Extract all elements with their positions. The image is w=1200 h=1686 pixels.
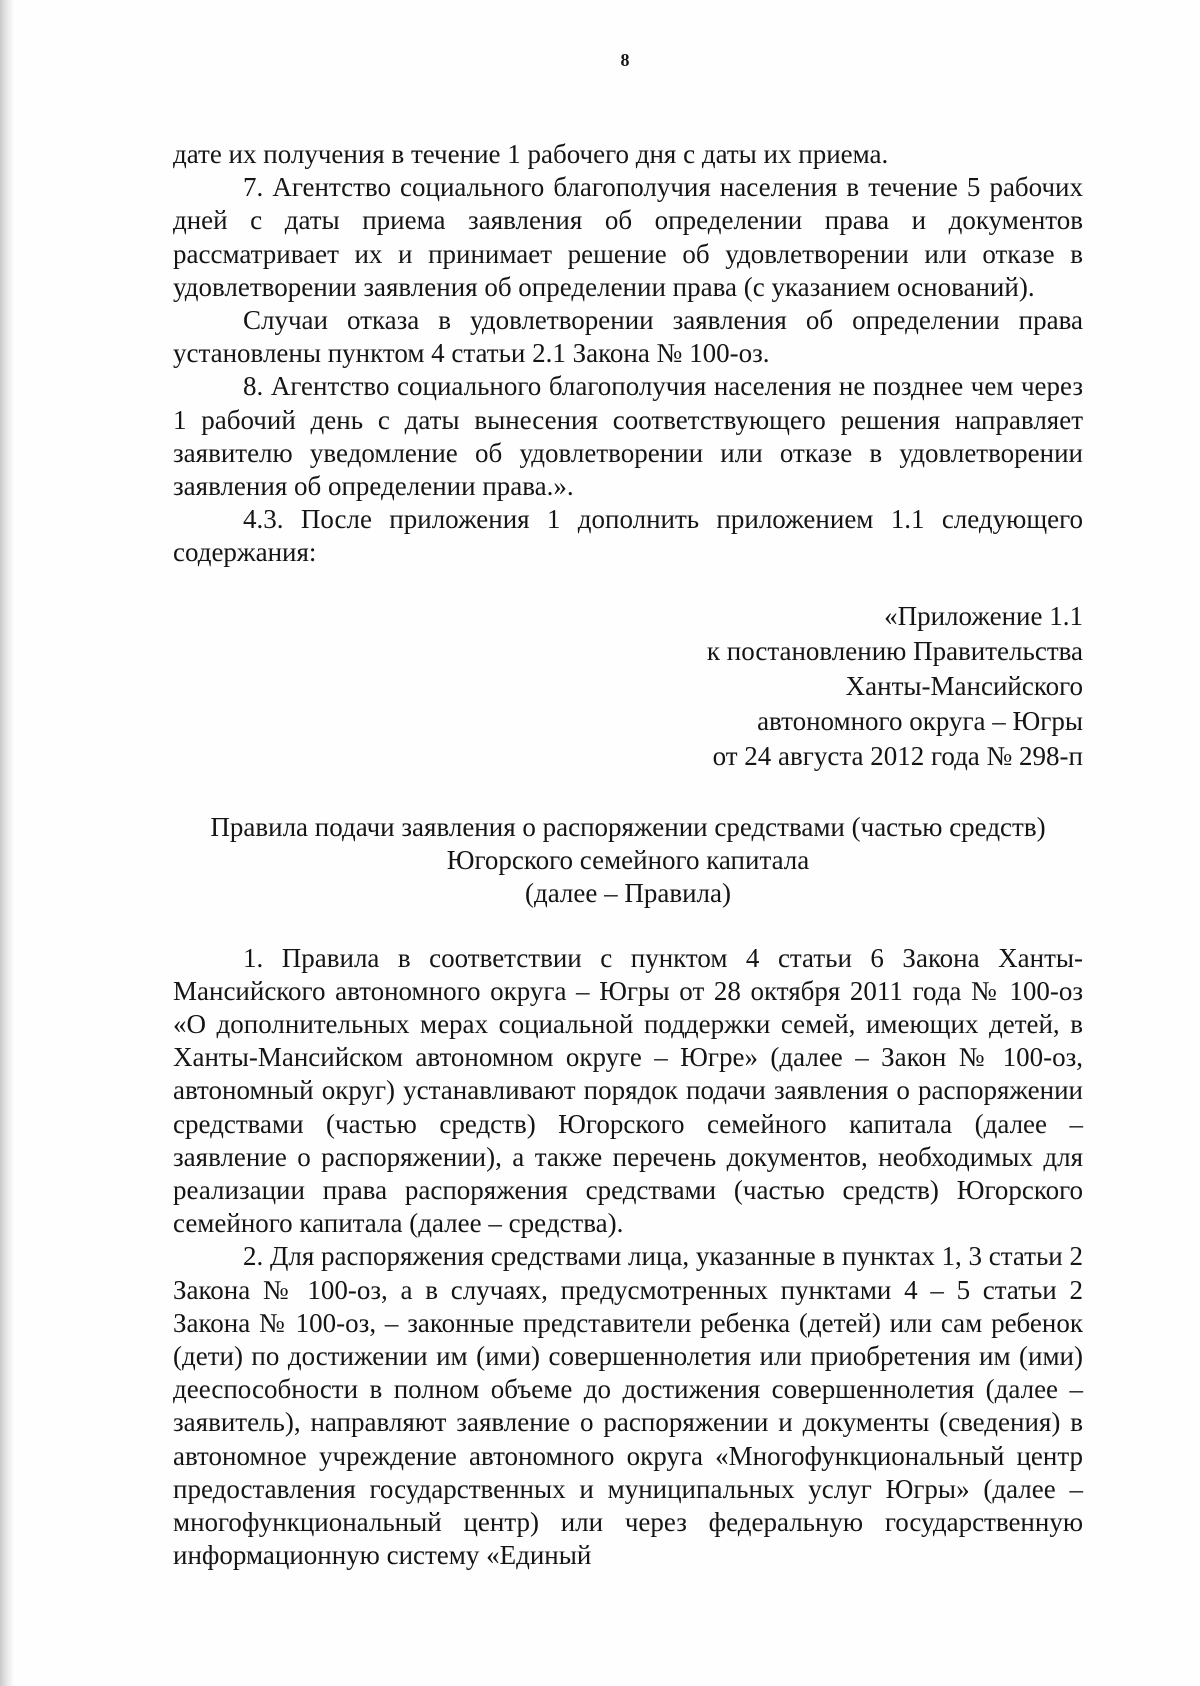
appendix-line: к постановлению Правительства [706,635,1083,666]
paragraph-4-3: 4.3. После приложения 1 дополнить приложением 1.1 следующего содержания: [173,504,1083,568]
appendix-line: автономного округа – Югры [757,705,1083,736]
document-body [173,138,1083,1573]
title-line: Правила подачи заявления о распоряжении средствами (частью средств) [210,811,1046,842]
rules-paragraph-1: 1. Правила в соответствии с пунктом 4 статьи 6 Закона Ханты-Мансийского автономного округа – Югры от 28 октября 2011 года № 100-оз «О дополнительных мерах социальной поддержки семей, имеющих детей, в Ханты-Мансийском автономном округе – Югре» (далее – Закон № 100-оз, автономный округ) устанавливают порядок подачи заявления о распоряжении средствами (частью средств) Югорского семейного капитала (далее – заявление о распоряжении), а также перечень документов, необходимых для реализации права распоряжения средствами (частью средств) Югорского семейного капитала (далее – средства). [173,942,1083,1239]
page-number: 8 [620,50,630,70]
rules-title [173,811,1083,910]
paragraph-continuation: дате их получения в течение 1 рабочего дня с даты их приема. [173,139,889,169]
appendix-line: Ханты-Мансийского [845,670,1083,701]
title-line: (далее – Правила) [524,877,732,908]
appendix-line: «Приложение 1.1 [884,600,1083,631]
rules-paragraph-2: 2. Для распоряжения средствами лица, указанные в пунктах 1, 3 статьи 2 Закона № 100-оз, а в случаях, предусмотренных пунктами 4 – 5 статьи 2 Закона № 100-оз, – законные представители ребенка (детей) или сам ребенок (дети) по достижении им (ими) совершеннолетия или приобретения им (ими) дееспособности в полном объеме до достижения совершеннолетия (далее – заявитель), направляют заявление о распоряжении и документы (сведения) в автономное учреждение автономного округа «Многофункциональный центр предоставления государственных и муниципальных услуг Югры» (далее – многофункциональный центр) или через федеральную государственную информационную систему «Единый [173,1241,1083,1571]
paragraph-item-8: 8. Агентство социального благополучия населения не позднее чем через 1 рабочий день с даты вынесения соответствующего решения направляет заявителю уведомление об удовлетворении или отказе в удовлетворении заявления об определении права.». [173,371,1083,502]
appendix-line: от 24 августа 2012 года № 298-п [712,740,1083,771]
paragraph-item-7: 7. Агентство социального благополучия населения в течение 5 рабочих дней с даты приема заявления об определении права и документов рассматривает их и принимает решение об удовлетворении или отказе в удовлетворении заявления об определении права (с указанием оснований). [173,172,1083,302]
scan-edge-shadow [0,0,14,1686]
appendix-header [173,599,1083,774]
paragraph-refusal-cases: Случаи отказа в удовлетворении заявления об определении права установлены пунктом 4 статьи 2.1 Закона № 100-оз. [173,305,1083,369]
title-line: Югорского семейного капитала [446,844,810,875]
